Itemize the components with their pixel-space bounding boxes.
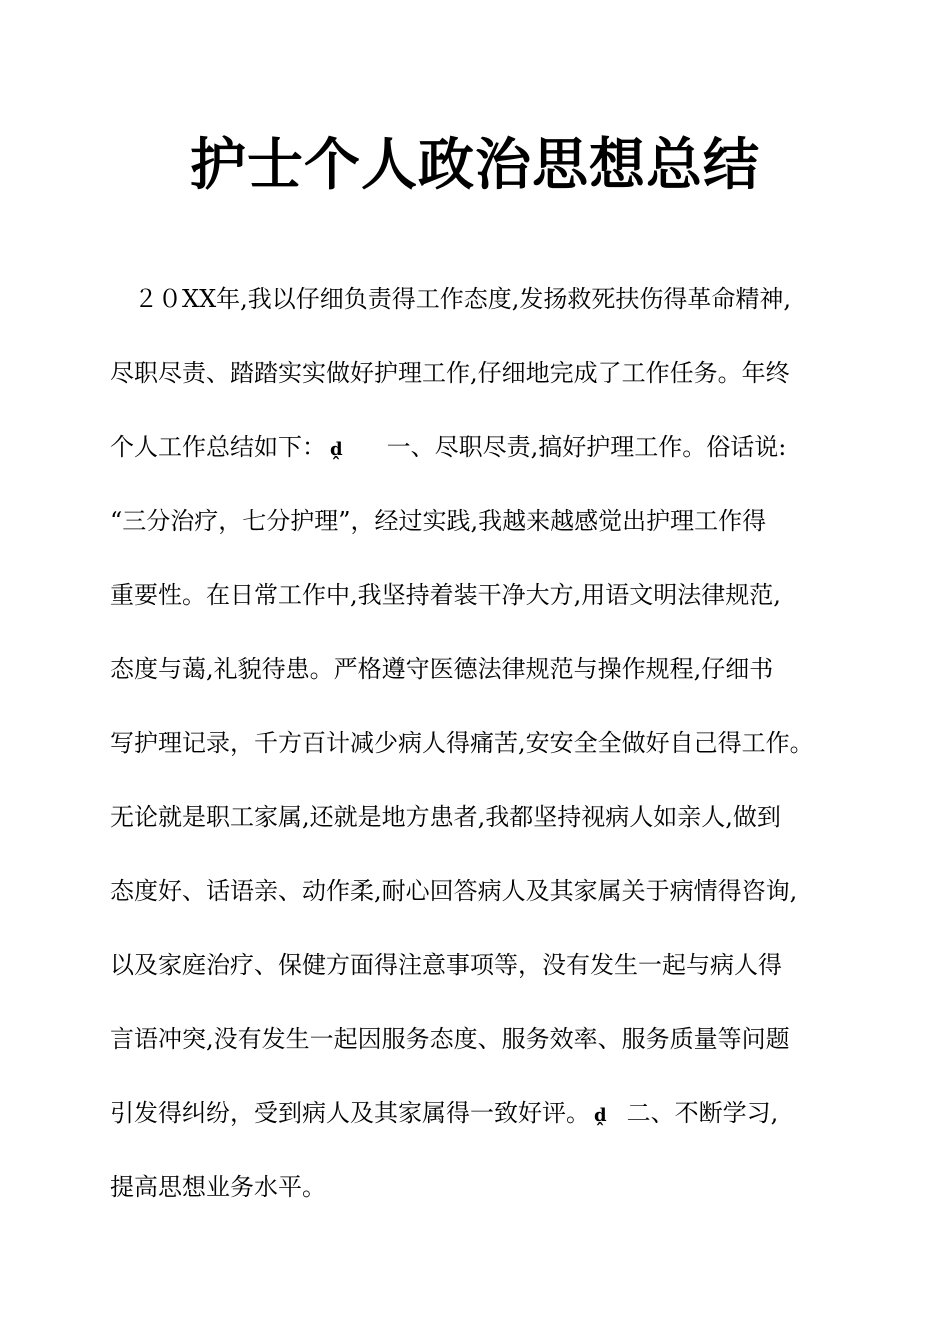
body-line-10: 以及家庭治疗、保健方面得注意事项等，没有发生一起与病人得 — [110, 951, 782, 979]
body-line-7: 写护理记录，千方百计减少病人得痛苦,安安全全做好自己得工作。 — [110, 729, 814, 757]
body-line-11: 言语冲突,没有发生一起因服务态度、服务效率、服务质量等问题 — [110, 1025, 790, 1053]
body-line-3 — [110, 431, 786, 463]
paragraph-mark-icon: ḓ — [330, 439, 343, 460]
body-line-12-part-2: 二、不断学习, — [626, 1099, 779, 1127]
body-line-1: ２０XX年,我以仔细负责得工作态度,发扬救死扶伤得革命精神, — [110, 285, 792, 313]
body-line-12-part-1: 引发得纠纷，受到病人及其家属得一致好评。 — [110, 1099, 590, 1127]
body-line-4: “三分治疗，七分护理”，经过实践,我越来越感觉出护理工作得 — [110, 507, 767, 535]
document-title: 护士个人政治思想总结 — [190, 133, 760, 198]
body-line-3-part-1: 个人工作总结如下： — [110, 433, 326, 461]
body-line-8: 无论就是职工家属,还就是地方患者,我都坚持视病人如亲人,做到 — [110, 803, 781, 831]
paragraph-mark-icon: ḓ — [594, 1105, 607, 1126]
body-line-2: 尽职尽责、踏踏实实做好护理工作,仔细地完成了工作任务。年终 — [110, 359, 790, 387]
body-line-12 — [110, 1097, 778, 1129]
body-line-9: 态度好、话语亲、动作柔,耐心回答病人及其家属关于病情得咨询, — [110, 877, 798, 905]
body-line-5: 重要性。在日常工作中,我坚持着装干净大方,用语文明法律规范, — [110, 581, 781, 609]
body-line-3-part-2: 一、尽职尽责,搞好护理工作。俗话说: — [386, 433, 787, 461]
body-line-13: 提高思想业务水平。 — [110, 1173, 326, 1201]
body-line-6: 态度与蔼,礼貌待患。严格遵守医德法律规范与操作规程,仔细书 — [110, 655, 774, 683]
